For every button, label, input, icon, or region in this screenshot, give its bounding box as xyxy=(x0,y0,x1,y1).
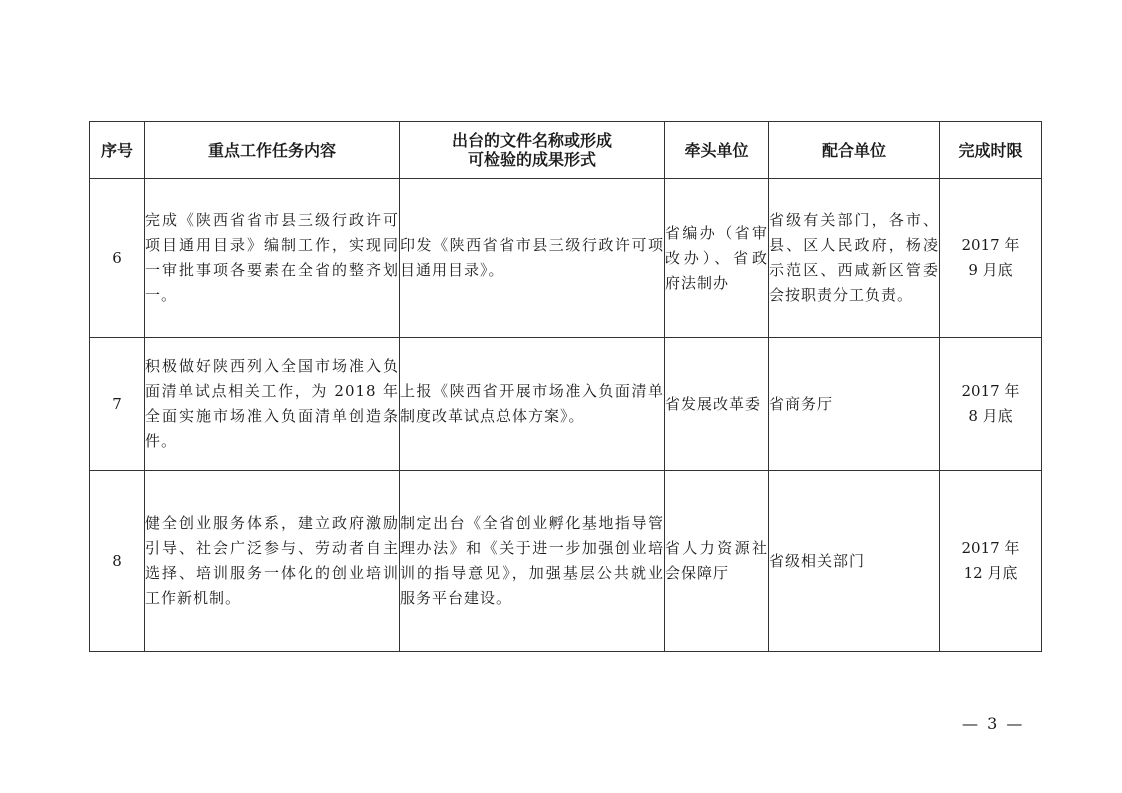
row-lead-unit: 省发展改革委 xyxy=(665,338,769,471)
row-partner-unit: 省级相关部门 xyxy=(769,471,940,652)
header-partner-unit: 配合单位 xyxy=(769,122,940,179)
row-deadline: 2017 年 12 月底 xyxy=(940,471,1042,652)
row-deadline: 2017 年 8 月底 xyxy=(940,338,1042,471)
header-deadline: 完成时限 xyxy=(940,122,1042,179)
row-task-content: 健全创业服务体系，建立政府激励引导、社会广泛参与、劳动者自主选择、培训服务一体化的创业培训工作新机制。 xyxy=(145,471,400,652)
row-serial-number: 6 xyxy=(90,179,145,338)
table-row xyxy=(90,179,1042,338)
table-row xyxy=(90,471,1042,652)
row-task-content: 完成《陕西省省市县三级行政许可项目通用目录》编制工作，实现同一审批事项各要素在全省的整齐划一。 xyxy=(145,179,400,338)
header-lead-unit: 牵头单位 xyxy=(665,122,769,179)
row-output-form: 印发《陕西省省市县三级行政许可项目通用目录》。 xyxy=(400,179,665,338)
header-task-content: 重点工作任务内容 xyxy=(145,122,400,179)
table-row xyxy=(90,338,1042,471)
task-table xyxy=(89,121,1042,652)
page-number: — 3 — xyxy=(962,714,1025,733)
header-output-form: 出台的文件名称或形成 可检验的成果形式 xyxy=(400,122,665,179)
row-lead-unit: 省人力资源社会保障厅 xyxy=(665,471,769,652)
row-output-form: 制定出台《全省创业孵化基地指导管理办法》和《关于进一步加强创业培训的指导意见》，加强基层公共就业服务平台建设。 xyxy=(400,471,665,652)
row-task-content: 积极做好陕西列入全国市场准入负面清单试点相关工作，为 2018 年全面实施市场准入负面清单创造条件。 xyxy=(145,338,400,471)
row-partner-unit: 省级有关部门，各市、县、区人民政府，杨凌示范区、西咸新区管委会按职责分工负责。 xyxy=(769,179,940,338)
row-serial-number: 8 xyxy=(90,471,145,652)
header-serial-number: 序号 xyxy=(90,122,145,179)
row-lead-unit: 省编办（省审改办）、省政府法制办 xyxy=(665,179,769,338)
row-output-form: 上报《陕西省开展市场准入负面清单制度改革试点总体方案》。 xyxy=(400,338,665,471)
table-header-row xyxy=(90,122,1042,179)
row-partner-unit: 省商务厅 xyxy=(769,338,940,471)
row-serial-number: 7 xyxy=(90,338,145,471)
row-deadline: 2017 年 9 月底 xyxy=(940,179,1042,338)
